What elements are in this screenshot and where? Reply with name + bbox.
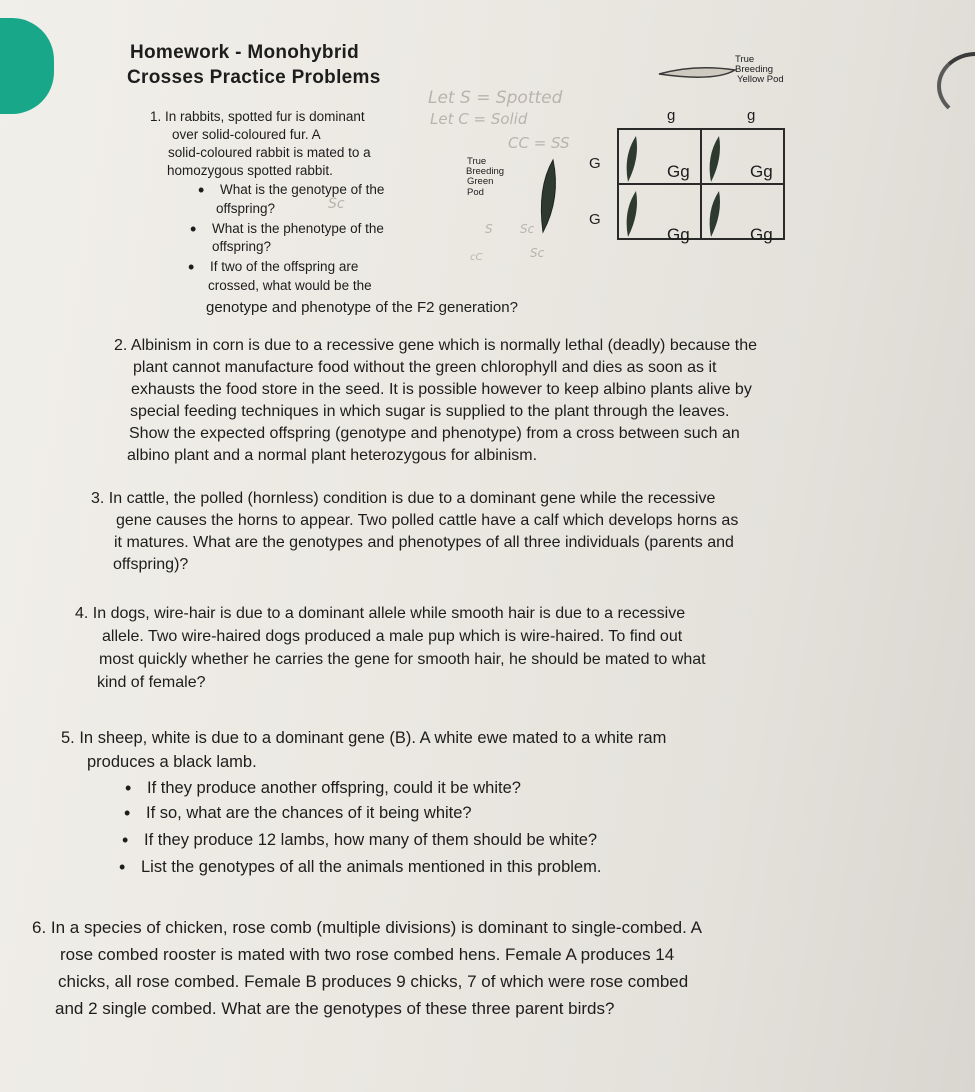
q2-text: special feeding techniques in which sugar is supplied to the plant through the leaves. <box>130 403 730 420</box>
handwritten-note: Sc <box>520 222 535 236</box>
q1-bullet: • What is the genotype of the <box>220 181 384 199</box>
q2-text: Show the expected offspring (genotype and phenotype) from a cross between such an <box>129 425 740 442</box>
punnett-cell: Gg <box>617 183 702 240</box>
q1-text: over solid-coloured fur. A <box>172 127 321 142</box>
q1-text: solid-coloured rabbit is mated to a <box>168 145 371 160</box>
q5-text: 5. In sheep, white is due to a dominant gene (B). A white ewe mated to a white ram <box>61 729 667 747</box>
pod-icon <box>622 134 642 184</box>
q5-bullet: • If so, what are the chances of it being white? <box>146 803 472 824</box>
q6-text: chicks, all rose combed. Female B produces 9 chicks, 7 of which were rose combed <box>58 972 689 991</box>
pod-label-left: Pod <box>467 187 484 198</box>
row-allele: G <box>589 155 601 172</box>
q2-text: plant cannot manufacture food without the green chlorophyll and dies as soon as it <box>133 359 717 376</box>
q6-text: 6. In a species of chicken, rose comb (multiple divisions) is dominant to single-combed. A <box>32 918 702 937</box>
handwritten-note: S <box>485 222 493 236</box>
q6-text: rose combed rooster is mated with two rose combed hens. Female A produces 14 <box>60 945 675 964</box>
q1-bullet: • What is the phenotype of the <box>212 220 384 238</box>
q2-text: 2. Albinism in corn is due to a recessive gene which is normally lethal (deadly) because the <box>114 337 757 354</box>
q1-text: homozygous spotted rabbit. <box>167 163 333 178</box>
handwritten-note: CC = SS <box>508 134 570 152</box>
q3-text: gene causes the horns to appear. Two polled cattle have a calf which develops horns as <box>116 512 739 529</box>
q4-text: allele. Two wire-haired dogs produced a male pup which is wire-haired. To find out <box>102 628 683 645</box>
q3-text: offspring)? <box>113 556 189 573</box>
q6-text: and 2 single combed. What are the genotypes of these three parent birds? <box>55 999 615 1018</box>
q3-text: 3. In cattle, the polled (hornless) condition is due to a dominant gene while the recessive <box>91 490 716 507</box>
q2-text: albino plant and a normal plant heterozygous for albinism. <box>127 447 538 464</box>
q2-text: exhausts the food store in the seed. It is possible however to keep albino plants alive by <box>131 381 752 398</box>
column-allele: g <box>667 107 676 124</box>
q1-text: offspring? <box>212 239 272 254</box>
page-title-line1: Homework - Monohybrid <box>130 42 360 63</box>
pod-label-left: True <box>467 156 487 167</box>
handwritten-note: cC <box>470 252 483 263</box>
q4-text: 4. In dogs, wire-hair is due to a dominant allele while smooth hair is due to a recessive <box>75 605 686 622</box>
punnett-cell: Gg <box>700 128 785 185</box>
pod-label-top: True <box>735 54 755 65</box>
q4-text: kind of female? <box>97 674 206 691</box>
q1-bullet: • If two of the offspring are <box>210 258 358 276</box>
q5-text: produces a black lamb. <box>87 753 257 771</box>
green-pod-icon <box>535 158 565 236</box>
yellow-pod-icon <box>655 62 740 86</box>
handwritten-note: Let S = Spotted <box>428 88 563 108</box>
handwritten-note: Let C = Solid <box>430 110 528 128</box>
handwritten-note: Sc <box>530 246 545 260</box>
pod-label-top: Breeding <box>735 64 774 75</box>
pod-label-top: Yellow Pod <box>737 74 784 85</box>
pod-icon <box>705 134 725 184</box>
punnett-cell: Gg <box>617 128 702 185</box>
punnett-cell: Gg <box>700 183 785 240</box>
q3-text: it matures. What are the genotypes and phenotypes of all three individuals (parents and <box>114 534 734 551</box>
q5-bullet: • If they produce 12 lambs, how many of them should be white? <box>144 830 597 851</box>
row-allele: G <box>589 211 601 228</box>
pod-label-left: Breeding <box>466 166 505 177</box>
q4-text: most quickly whether he carries the gene for smooth hair, he should be mated to what <box>99 651 706 668</box>
handwritten-note: Sc <box>328 196 345 212</box>
q1-text: genotype and phenotype of the F2 generation? <box>206 299 518 316</box>
q1-text: offspring? <box>216 201 276 216</box>
q1-text: 1. In rabbits, spotted fur is dominant <box>150 109 365 124</box>
pod-label-left: Green <box>467 176 494 187</box>
pod-icon <box>622 189 642 239</box>
pod-icon <box>705 189 725 239</box>
q5-bullet: • List the genotypes of all the animals mentioned in this problem. <box>141 857 601 878</box>
column-allele: g <box>747 107 756 124</box>
q5-bullet: • If they produce another offspring, could it be white? <box>147 778 521 799</box>
page-title-line2: Crosses Practice Problems <box>127 67 381 88</box>
q1-text: crossed, what would be the <box>208 278 372 293</box>
